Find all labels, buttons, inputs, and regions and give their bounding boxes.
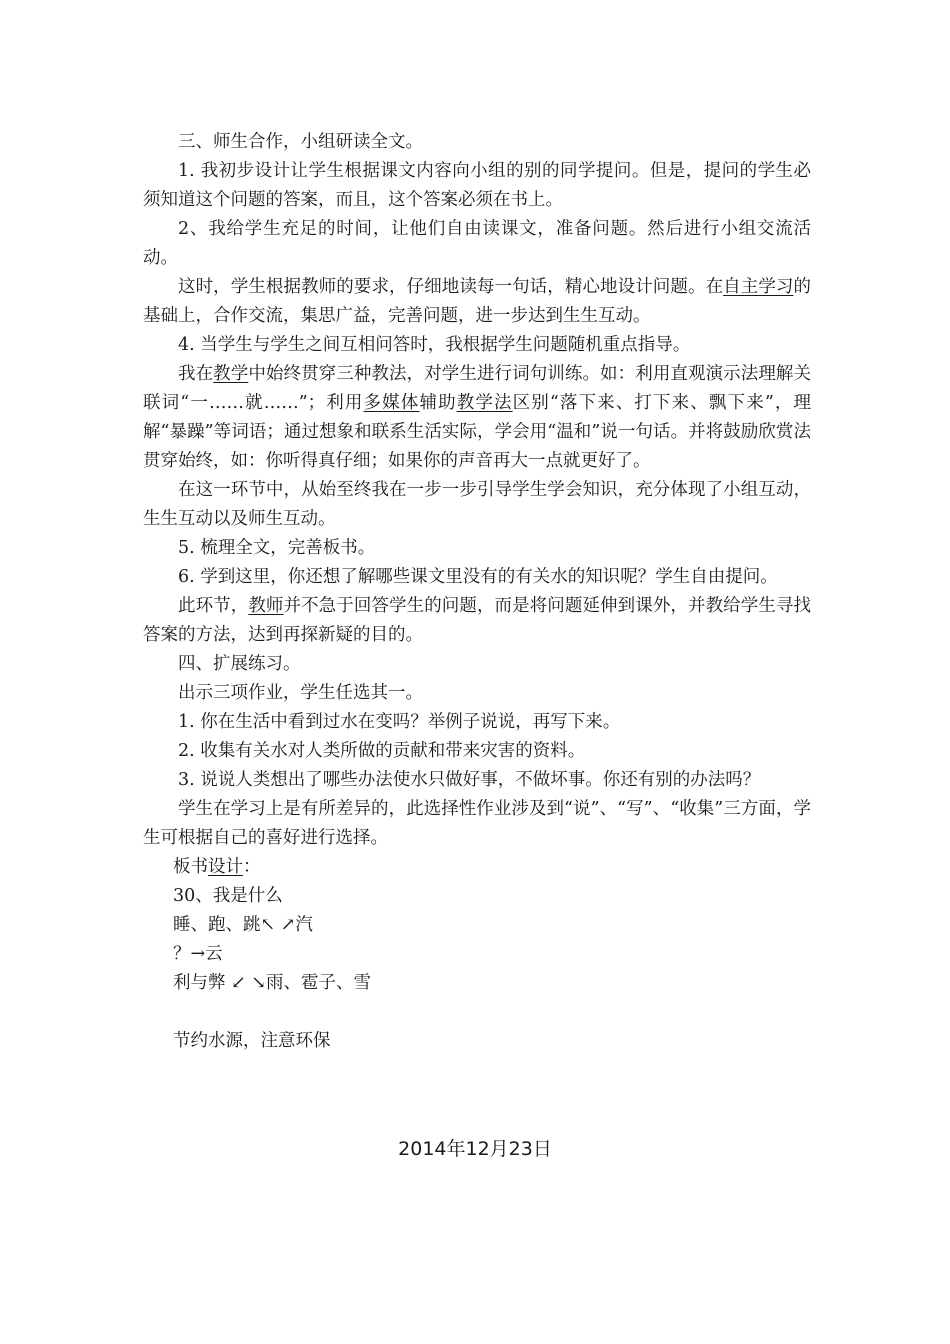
link-teacher[interactable]: 教师	[248, 596, 284, 616]
paragraph-step-2: 2、我给学生充足的时间，让他们自由读课文，准备问题。然后进行小组交流活动。	[143, 219, 811, 268]
assignment-3: 3. 说说人类想出了哪些办法使水只做好事，不做坏事。你还有别的办法吗？	[178, 770, 761, 790]
text-span: 这时，学生根据教师的要求，仔细地读每一句话，精心地设计问题。在	[178, 277, 724, 297]
text-span: 并不急于回答学生的问题，而是将问题延伸到课外，并教给学生寻找答案的方法，达到再探新疑的目的。	[143, 596, 811, 645]
section-heading-4: 四、扩展练习。	[178, 654, 301, 674]
paragraph-differentiation: 学生在学习上是有所差异的，此选择性作业涉及到“说”、“写”、“收集”三方面，学生可根据自己的喜好进行选择。	[143, 799, 811, 848]
paragraph-step-6: 6. 学到这里，你还想了解哪些课文里没有的有关水的知识呢？学生自由提问。	[178, 567, 778, 587]
section-heading-3: 三、师生合作，小组研读全文。	[178, 132, 423, 152]
paragraph-step-5: 5. 梳理全文，完善板书。	[178, 538, 376, 558]
paragraph-assignments: 出示三项作业，学生任选其一。	[178, 683, 423, 703]
link-multimedia[interactable]: 多媒体	[363, 393, 420, 413]
board-design-heading	[143, 853, 811, 882]
document-body	[143, 128, 811, 1056]
blank-line	[143, 998, 811, 1027]
paragraph-interaction	[143, 273, 811, 331]
board-line-title: 30、我是什么	[173, 886, 283, 906]
assignment-1: 1. 你在生活中看到过水在变吗？举例子说说，再写下来。	[178, 712, 621, 732]
text-span: 我在	[178, 364, 214, 384]
assignment-2: 2. 收集有关水对人类所做的贡献和带来灾害的资料。	[178, 741, 586, 761]
document-date: 2014年12月23日	[398, 1138, 552, 1160]
paragraph-extension	[143, 592, 811, 650]
text-span: ：	[243, 857, 261, 877]
text-span: 板书	[173, 857, 208, 877]
text-span: 区别“落下来、打下来、飘下来”，理解“暴躁”等词语；通过想象和联系生活实际，学会用“温和”说一句话。并将鼓励欣赏法贯穿始终，如：你听得真仔细；如果你的声音再大一点就更好了。	[143, 393, 812, 471]
paragraph-summary: 在这一环节中，从始至终我在一步一步引导学生学会知识，充分体现了小组互动，生生互动以及师生互动。	[143, 480, 811, 529]
link-self-study[interactable]: 自主学习	[723, 277, 794, 297]
text-span: 此环节，	[178, 596, 249, 616]
text-span: 的基础上，合作交流，集思广益，完善问题，进一步达到生生互动。	[143, 277, 811, 326]
link-design[interactable]: 设计	[208, 857, 243, 877]
text-span: 中始终贯穿三种教法，对学生进行词句训练。如：利用直观演示法理解关联词“一……就……”；利用	[143, 364, 811, 413]
board-line-5: 节约水源，注意环保	[173, 1031, 331, 1051]
paragraph-step-1: 1. 我初步设计让学生根据课文内容向小组的别的同学提问。但是，提问的学生必须知道这个问题的答案，而且，这个答案必须在书上。	[143, 161, 811, 210]
board-line-2: 睡、跑、跳↖ ↗汽	[173, 915, 313, 935]
link-teaching-method[interactable]: 教学法	[456, 393, 513, 413]
link-teaching[interactable]: 教学	[213, 364, 249, 384]
paragraph-step-4: 4. 当学生与学生之间互相问答时，我根据学生问题随机重点指导。	[178, 335, 691, 355]
paragraph-methods	[143, 360, 811, 476]
board-line-4: 利与弊 ↙ ↘雨、雹子、雪	[173, 973, 371, 993]
board-line-3: ？→云	[173, 944, 223, 964]
text-span: 辅助	[419, 393, 457, 413]
